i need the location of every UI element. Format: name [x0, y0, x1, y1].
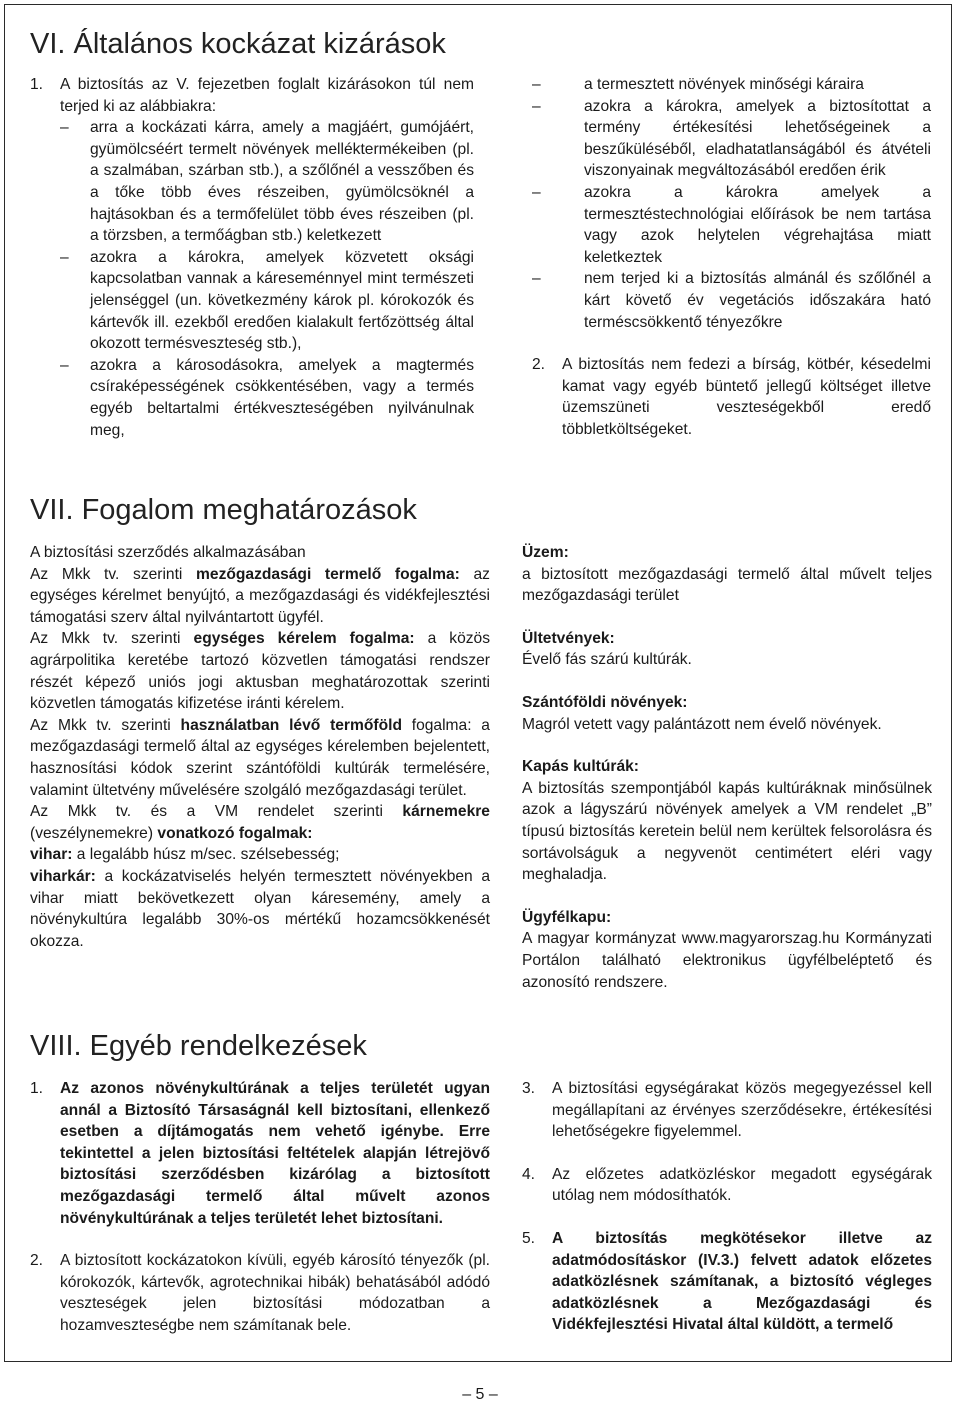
sec6-item-1 [30, 74, 474, 117]
definition-text: Évelő fás szárú kultúrák. [522, 651, 692, 669]
item-number: 1. [30, 1080, 44, 1097]
item-number: 3. [522, 1080, 536, 1097]
sec8-left-column [30, 1078, 490, 1337]
page-number: – 5 – [462, 1386, 498, 1403]
sec7-right-column [522, 542, 932, 993]
definition-karnemek: Az Mkk tv. és a VM rendelet szerinti kárnemekre (veszélynemekre) vonatkozó fogalmak: [30, 803, 490, 842]
section-title-vi: VI. Általános kockázat kizárások [30, 28, 446, 60]
sec7-left-column [30, 542, 490, 952]
exclusion-item: – azokra a károkra amelyek a termesztéstechnológiai előírások be nem tartása vagy azok helytelen végrehajtása miatt keletkeztek [532, 182, 931, 268]
item-text: A biztosítás megkötésekor illetve az adatmódosításkor (IV.3.) felvett adatok előzetes adatközlésnek számítanak, a biztosító végleges adatközlésnek a Mezőgazdasági és Vidékfejlesztési Hivatal által küldött, a termelő [552, 1229, 932, 1334]
exclusion-text: azokra a károkra amelyek a termesztéstechnológiai előírások be nem tartása vagy azok helytelen végrehajtása miatt keletkeztek [584, 183, 931, 266]
exclusion-item: – a termesztett növények minőségi káraira [532, 74, 931, 96]
item-number: 2. [30, 1252, 44, 1270]
provision-item-1 [30, 1078, 490, 1229]
exclusion-text: a termesztett növények minőségi káraira [584, 76, 864, 93]
item-number: 5. [522, 1229, 536, 1247]
item-text: Az előzetes adatközléskor megadott egységárak utólag nem módosíthatók. [552, 1165, 932, 1205]
exclusion-item: – nem terjed ki a biztosítás almánál és szőlőnél a kárt követő év vegetációs időszakára ható terméscsökkentő tényezőkre [532, 268, 931, 333]
sec6-item-2 [532, 354, 931, 440]
definition-heading: Üzem: [522, 544, 569, 561]
item-text: Az azonos növénykultúrának a teljes területét ugyan annál a Biztosító Társaságnál kell biztosítani, ellenkező esetben a díjtámogatás nem vehető igénybe. Erre tekintettel a jelen biztosítási feltételek alapján létrejövő biztosítási szerződésben kizárólag a biztosított mezőgazdasági termelő által művelt azonos növénykultúrának a teljes területét lehet biztosítani. [60, 1080, 490, 1227]
exclusion-text: azokra a károkra, amelyek a biztosítottat a termény értékesítési lehetőségeinek a beszűküléséből, eladhatatlanságából és átvételi viszonyainak megváltozásából eredően érik [584, 97, 931, 180]
exclusion-item: – azokra a károkra, amelyek a biztosítottat a termény értékesítési lehetőségeinek a beszűküléséből, eladhatatlanságából és átvételi viszonyainak megváltozásából eredően érik [532, 96, 931, 182]
exclusion-text: arra a kockázati kárra, amely a magjáért, gumójáért, gyümölcséért termelt növények melléktermékeiben (pl. a szalmában, szárban stb.), a szőlőnél a vesszőben és a tőke több éves részeiben, gyümölcsöknél a hajtásokban és a termőfelület több éves részeiben (pl. a törzsben, a termőágban stb.) keletkezett [90, 119, 474, 245]
section-title-vii: VII. Fogalom meghatározások [30, 494, 417, 526]
definition-viharkar: viharkár: a kockázatviselés helyén termesztett növényekben a vihar miatt bekövetkezett olyan káresemény, amely a növénykultúra legalább 30%-os mértékű hozamcsökkenését okozza. [30, 867, 490, 950]
item-number: 1. [30, 76, 44, 93]
definition-text: A magyar kormányzat www.magyarorszag.hu Kormányzati Portálon található elektronikus ügyfélbeléptető és azonosító rendszere. [522, 930, 932, 991]
definition-text: Magról vetett vagy palántázott nem évelő növények. [522, 715, 882, 733]
definition-heading: Ültetvények: [522, 629, 615, 647]
provision-item-3 [522, 1078, 932, 1143]
exclusion-text: nem terjed ki a biztosítás almánál és szőlőnél a kárt követő év vegetációs időszakára ható terméscsökkentő tényezőkre [584, 270, 931, 331]
definition-heading: Szántóföldi növények: [522, 693, 688, 711]
item-number: 4. [522, 1165, 536, 1183]
item-text: A biztosítási egységárakat közös megegyezéssel kell megállapítani az érvényes szerződésekre, értékesítési lehetőségekre figyelemmel. [552, 1080, 932, 1141]
sec8-right-column [522, 1078, 932, 1336]
exclusion-text: azokra a károkra, amelyek közvetett oksági kapcsolatban vannak a káreseménnyel mint természeti jelenséggel (un. következmény károk pl. kórokozók és kártevők ill. ezekből eredően kialakult fertőzöttség által okozott termésveszteség stb.), [90, 248, 474, 353]
definition-termofold: Az Mkk tv. szerinti használatban lévő termőföld fogalma: a mezőgazdasági termelő által az egységes kérelemben bejelentett, hasznosítási kódok szerint szántóföldi kultúrák termelésére, valamint ültetvény művelésére szolgáló mezőgazdasági terület. [30, 716, 490, 799]
item-text: A biztosított kockázatokon kívüli, egyéb károsító tényezők (pl. kórokozók, kártevők, agrotechnikai hibák) behatásából adódó veszteségek jelen biztosítási módozatban a hozamveszteségbe nem számítanak bele. [60, 1252, 490, 1334]
definition-kerelem: Az Mkk tv. szerinti egységes kérelem fogalma: a közös agrárpolitika keretébe tartozó közvetlen támogatási rendszer részét képező uniós jogi aktusban meghatározottak szerinti közvetlen támogatás kifizetése iránti kérelem. [30, 630, 491, 713]
item-text: A biztosítás nem fedezi a bírság, kötbér, késedelmi kamat vagy egyéb büntető jellegű költséget illetve üzemszüneti veszteségekből eredő többletköltségeket. [562, 356, 931, 438]
definition-heading: Ügyfélkapu: [522, 908, 612, 926]
provision-item-5 [522, 1228, 932, 1336]
definitions-intro: A biztosítási szerződés alkalmazásában [30, 544, 306, 561]
sec6-right-column [532, 74, 931, 441]
sec6-left-column [30, 74, 474, 441]
definition-heading: Kapás kultúrák: [522, 758, 639, 776]
exclusion-item: – azokra a károsodásokra, amelyek a magtermés csíraképességének csökkentésében, vagy a termés egyéb beltartalmi értékveszteségében nyilvánulnak meg, [30, 355, 474, 441]
provision-item-4 [522, 1164, 932, 1207]
exclusion-item: – azokra a károkra, amelyek közvetett oksági kapcsolatban vannak a káreseménnyel mint természeti jelenséggel (un. következmény károk pl. kórokozók és kártevők ill. ezekből eredően kialakult fertőzöttség által okozott termésveszteség stb.), [30, 247, 474, 355]
item-number: 2. [532, 356, 546, 374]
definition-termelo: Az Mkk tv. szerinti mezőgazdasági termelő fogalma: az egységes kérelmet benyújtó, a mezőgazdasági és vidékfejlesztési támogatási szerv által nyilvántartott ügyfél. [30, 565, 490, 626]
provision-item-2 [30, 1250, 490, 1336]
definition-vihar: vihar: a legalább húsz m/sec. szélsebesség; [30, 846, 340, 864]
definition-text: A biztosítás szempontjából kapás kultúráknak minősülnek azok a lágyszárú növények amelyek a VM rendelet „B” típusú biztosítás keretein belül nem kerültek felsorolásra és sortávolságuk a negyvenöt centimétert eléri vagy meghaladja. [522, 779, 932, 884]
item-intro: A biztosítás az V. fejezetben foglalt kizárásokon túl nem terjed ki az alábbiakra: [60, 76, 474, 115]
exclusion-text: azokra a károsodásokra, amelyek a magtermés csíraképességének csökkentésében, vagy a termés egyéb beltartalmi értékveszteségében nyilvánulnak meg, [90, 356, 474, 439]
section-title-viii: VIII. Egyéb rendelkezések [30, 1030, 367, 1062]
definition-text: a biztosított mezőgazdasági termelő által művelt teljes mezőgazdasági terület [522, 565, 932, 605]
exclusion-item: – arra a kockázati kárra, amely a magjáért, gumójáért, gyümölcséért termelt növények melléktermékeiben (pl. a szalmában, szárban stb.), a szőlőnél a vesszőben és a tőke több éves részeiben, gyümölcsöknél a hajtásokban és a termőfelület több éves részeiben (pl. a törzsben, a termőágban stb.) keletkezett [30, 117, 474, 247]
